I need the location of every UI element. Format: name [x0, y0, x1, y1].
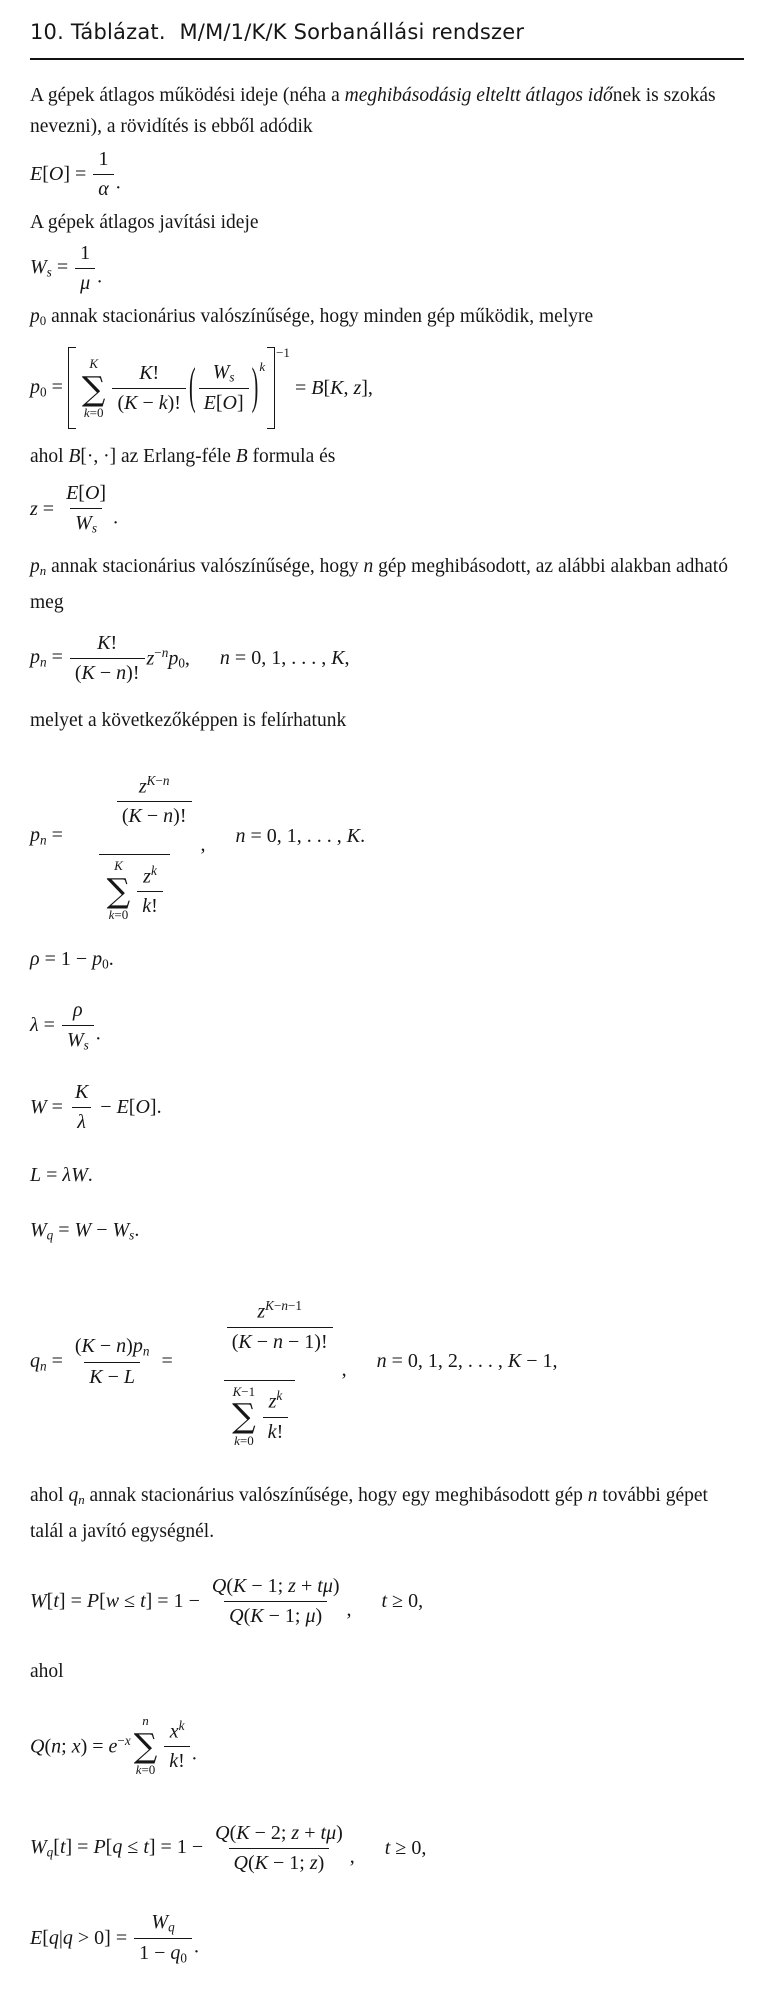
- denominator: k!: [164, 1746, 190, 1773]
- sigma-symbol: ∑: [81, 368, 106, 408]
- inner-fraction: [263, 1388, 289, 1443]
- formula-lhs: λ =: [30, 1014, 60, 1037]
- formula-lhs: E[q|q > 0] =: [30, 1927, 133, 1950]
- numerator: $z^{K-n-1}$: [257, 1298, 302, 1323]
- denominator: $W_s$: [62, 1025, 94, 1053]
- formula-comma: ,: [349, 1845, 355, 1868]
- formula-p0: [30, 347, 742, 429]
- condition: n = 0, 1, . . . , K.: [235, 824, 366, 847]
- formula-lhs: z =: [30, 497, 60, 520]
- para-pn-intro: $p_n$ annak stacionárius valószínűsége, hogy n gép meghibásodott, az alábbi alakban adható meg: [30, 555, 728, 613]
- summation: [107, 858, 131, 923]
- fraction: [164, 1718, 190, 1773]
- fraction: [199, 361, 249, 415]
- numerator: K: [74, 1081, 89, 1104]
- right-paren: ): [251, 358, 259, 415]
- formula-lhs: $p_0$ =: [30, 376, 68, 400]
- formula-row: L = λW.: [30, 1164, 93, 1187]
- formula-period: .: [113, 506, 119, 529]
- formula-mean-repair-time: [30, 242, 742, 295]
- formula-pn: [30, 632, 742, 685]
- numerator: $x^k$: [169, 1718, 185, 1743]
- denominator: α: [93, 174, 114, 201]
- left-bracket: [68, 347, 76, 429]
- fraction: [210, 1822, 348, 1875]
- fraction: [62, 999, 94, 1053]
- formula-q-function: [30, 1713, 742, 1778]
- numerator: 1: [80, 242, 91, 264]
- denominator: $W_s$: [70, 508, 102, 536]
- denominator: $1 - q_0$: [134, 1938, 192, 1966]
- condition: n = 0, 1, 2, . . . , K − 1,: [376, 1350, 558, 1373]
- formula-lhs: $p_n$ =: [30, 823, 68, 848]
- formula-row: $\rho = 1 - p_0$.: [30, 948, 114, 972]
- sum-lower-limit: k=0: [108, 906, 129, 922]
- formula-waiting-time-cdf: [30, 1575, 742, 1628]
- formula-pn-alt: [30, 750, 742, 923]
- denominator: (K − n)!: [70, 658, 145, 685]
- formula-period: .: [95, 1022, 101, 1045]
- outer-numerator: [180, 1275, 340, 1379]
- sum-upper-limit: K: [114, 857, 123, 873]
- numerator: E[O]: [66, 482, 107, 505]
- condition: n = 0, 1, . . . , K,: [219, 646, 350, 669]
- denominator: K − L: [84, 1362, 140, 1389]
- fraction: [134, 1911, 192, 1967]
- numerator: $z^{K-n}$: [138, 772, 170, 797]
- formula-rhs: = B[K, z],: [289, 376, 373, 399]
- sum-lower-limit: k=0: [83, 404, 104, 420]
- header: [30, 16, 742, 60]
- formula-rho: [30, 948, 742, 972]
- sigma-symbol: ∑: [106, 870, 131, 910]
- bracket-exponent: −1: [276, 345, 290, 361]
- denominator: k!: [263, 1417, 289, 1444]
- sigma-symbol: ∑: [232, 1396, 256, 1436]
- inner-fraction: [137, 863, 163, 918]
- outer-denominator: [99, 854, 170, 923]
- formula-lhs: $p_n$ =: [30, 646, 68, 670]
- sigma-symbol: ∑: [133, 1725, 158, 1765]
- numerator: K!: [97, 631, 118, 654]
- formula-comma: ,: [341, 1358, 347, 1381]
- formula-wq: [30, 1219, 742, 1243]
- formula-expected-operating-time: [30, 148, 742, 201]
- condition: t ≥ 0,: [381, 1590, 424, 1613]
- formula-rhs: − E[O].: [95, 1096, 162, 1119]
- formula-lhs: E[O] =: [30, 163, 92, 185]
- fraction: [112, 362, 186, 415]
- numerator: $W_s$: [212, 361, 235, 385]
- numerator: $z^k$: [268, 1388, 283, 1413]
- formula-conditional-queue-wait: [30, 1911, 742, 1967]
- formula-lhs: W =: [30, 1096, 68, 1119]
- fraction: [75, 242, 95, 295]
- numerator: Q(K − 1; z + tμ): [211, 1575, 340, 1598]
- sum-upper-limit: K−1: [232, 1383, 256, 1399]
- summation: [232, 1384, 256, 1449]
- para-qn-note: ahol $q_n$ annak stacionárius valószínűsége, hogy egy meghibásodott gép n további gépet talál a javító egységnél.: [30, 1485, 708, 1543]
- numerator: 1: [98, 148, 109, 170]
- formula-queue-waiting-cdf: [30, 1822, 742, 1875]
- equals-sign: =: [156, 1350, 178, 1373]
- sum-upper-limit: n: [142, 1713, 149, 1729]
- formula-z: [30, 482, 742, 536]
- inner-fraction: [227, 1298, 333, 1353]
- sum-upper-limit: K: [89, 355, 98, 371]
- formula-period: .: [115, 171, 121, 194]
- outer-fraction: [180, 1275, 340, 1448]
- page-title: 10. Táblázat. M/M/1/K/K Sorbanállási rendszer: [30, 20, 525, 44]
- numerator: $W_q$: [151, 1910, 175, 1935]
- left-paren: (: [188, 358, 196, 415]
- numerator: $z^k$: [143, 862, 157, 887]
- para-erlang-b: ahol B[·, ·] az Erlang-féle B formula és: [30, 446, 336, 468]
- denominator: E[O]: [199, 388, 249, 415]
- summation: [134, 1713, 158, 1778]
- formula-lhs: $q_n$ =: [30, 1349, 68, 1373]
- formula-w: [30, 1081, 742, 1134]
- fraction: [93, 148, 114, 201]
- numerator: ρ: [73, 998, 83, 1021]
- formula-lhs: $W_q[t] = P[q \le t] = 1$ −: [30, 1836, 209, 1860]
- condition: t ≥ 0,: [384, 1836, 427, 1859]
- outer-numerator: [70, 750, 199, 854]
- formula-rhs: $z^{-n}p_0$,: [146, 644, 190, 671]
- formula-lhs: W[t] = P[w ≤ t] = 1 −: [30, 1590, 205, 1613]
- numerator: Q(K − 2; z + tμ): [215, 1821, 343, 1844]
- denominator: (K − k)!: [112, 388, 186, 415]
- para-repair-time: A gépek átlagos javítási ideje: [30, 212, 259, 233]
- formula-period: .: [191, 1742, 197, 1765]
- formula-l: [30, 1164, 742, 1187]
- right-bracket: [267, 347, 275, 429]
- formula-period: .: [97, 265, 103, 288]
- denominator: λ: [72, 1107, 91, 1134]
- outer-fraction: [70, 750, 199, 923]
- formula-lhs: Q(n; $x) = e^{-x}$: [30, 1733, 131, 1758]
- denominator: Q(K − 1; μ): [224, 1601, 327, 1628]
- denominator: (K − n)!: [117, 801, 192, 828]
- para-ahol: ahol: [30, 1661, 64, 1683]
- fraction: [70, 1335, 155, 1389]
- formula-lhs: $W_s$ =: [30, 256, 74, 280]
- denominator: Q(K − 1; z): [229, 1848, 330, 1875]
- numerator: K!: [139, 361, 160, 384]
- title-rule: [30, 58, 744, 60]
- formula-period: .: [194, 1935, 199, 1958]
- denominator: (K − n − 1)!: [227, 1327, 333, 1354]
- para-operating-time: A gépek átlagos működési ideje (néha a meghibásodásig elteltt átlagos időnek is szokás nevezni), a rövidítés is ebből adódik: [30, 85, 716, 137]
- denominator: μ: [75, 268, 95, 295]
- numerator: $(K - n)p_n$: [74, 1334, 150, 1358]
- fraction: [70, 1081, 93, 1134]
- sum-lower-limit: k=0: [135, 1762, 156, 1778]
- formula-comma: ,: [346, 1598, 352, 1621]
- fraction: [70, 632, 145, 685]
- formula-row: $W_q = W - W_s$.: [30, 1219, 140, 1243]
- denominator: k!: [137, 891, 163, 918]
- formula-lambda: [30, 999, 742, 1053]
- summation: [82, 356, 106, 421]
- fraction: [207, 1575, 345, 1628]
- sum-lower-limit: k=0: [234, 1432, 254, 1448]
- formula-comma: ,: [200, 832, 206, 855]
- paren-exponent: k: [259, 359, 266, 375]
- outer-denominator: [224, 1380, 295, 1449]
- para-p0-intro: $p_0$ annak stacionárius valószínűsége, hogy minden gép működik, melyre: [30, 306, 594, 329]
- para-rewrite-intro: melyet a következőképpen is felírhatunk: [30, 709, 347, 731]
- inner-fraction: [117, 773, 192, 828]
- formula-qn: [30, 1275, 742, 1448]
- fraction: [61, 482, 111, 536]
